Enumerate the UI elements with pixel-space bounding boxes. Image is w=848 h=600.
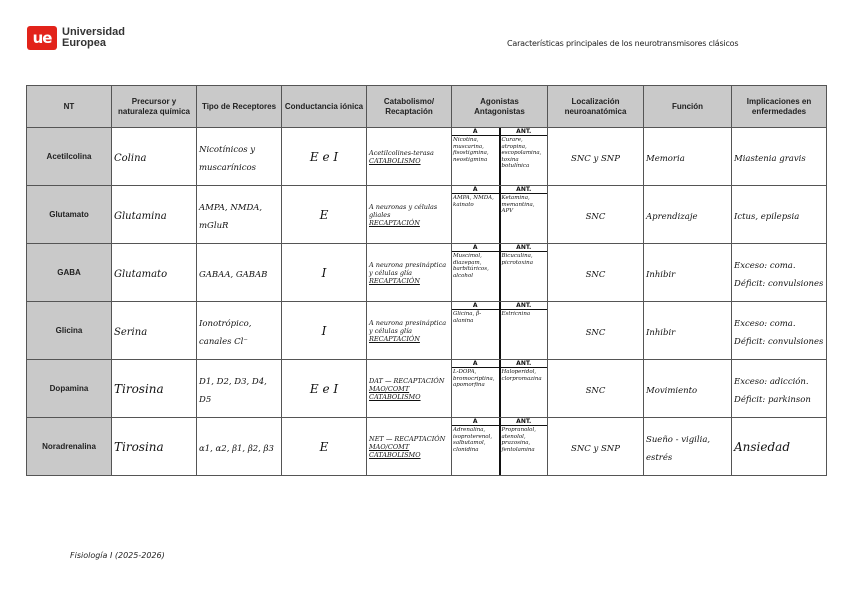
agonist-label: A	[452, 128, 499, 136]
function-text: Memoria	[646, 153, 685, 164]
logo-line-2: Europea	[62, 37, 107, 49]
conductance-text: I	[321, 265, 327, 280]
location-cell	[548, 360, 644, 418]
precursor-cell	[112, 302, 197, 360]
column-header: Implicaciones en enfermedades	[732, 86, 827, 128]
antagonist-label: ANT.	[501, 302, 548, 310]
conductance-text: E	[319, 207, 329, 222]
precursor-cell	[112, 360, 197, 418]
function-text: Inhibir	[646, 327, 676, 338]
precursor-text: Tirosina	[114, 381, 164, 396]
precursor-text: Colina	[114, 152, 147, 164]
function-text: Aprendizaje	[646, 211, 698, 222]
catabolism-text: Acetilcolines-terasa	[369, 148, 434, 157]
table-row	[27, 418, 827, 476]
agonists-text: AMPA, NMDA, kainato	[453, 195, 494, 208]
catabolism-type: MAO/COMT CATABOLISMO	[369, 442, 421, 459]
column-header: Agonistas Antagonistas	[452, 86, 548, 128]
function-cell	[644, 418, 732, 476]
table-row	[27, 186, 827, 244]
receptors-cell	[197, 244, 282, 302]
function-text: Sueño - vigilia, estrés	[646, 434, 711, 463]
neurotransmitter-table	[26, 85, 827, 476]
nt-name-cell: Dopamina	[27, 360, 112, 418]
conductance-text: E e I	[309, 381, 339, 396]
precursor-text: Serina	[114, 326, 148, 338]
table-row	[27, 360, 827, 418]
antagonist-label: ANT.	[501, 186, 548, 194]
antagonist-label: ANT.	[501, 360, 548, 368]
location-cell	[548, 302, 644, 360]
agonists-cell	[452, 186, 548, 244]
receptors-text: AMPA, NMDA, mGluR	[199, 202, 263, 231]
agonists-text: Glicina, β-alanina	[453, 311, 482, 324]
antagonists-text: Propranolol, atenolol, prazosina, fentolamina	[501, 427, 537, 453]
precursor-cell	[112, 418, 197, 476]
agonists-cell	[452, 302, 548, 360]
document-title: Características principales de los neurotransmisores clásicos	[507, 39, 739, 48]
precursor-text: Glutamato	[114, 268, 168, 280]
antagonists-text: Haloperidol, clorpromazina	[501, 369, 542, 382]
column-header: NT	[27, 86, 112, 128]
antagonists-text: Estricnina	[501, 311, 531, 317]
column-header: Precursor y naturaleza química	[112, 86, 197, 128]
precursor-text: Glutamina	[114, 210, 167, 222]
catabolism-cell	[367, 360, 452, 418]
receptors-cell	[197, 360, 282, 418]
implications-cell	[732, 302, 827, 360]
function-text: Inhibir	[646, 269, 676, 280]
logo-wordmark	[62, 27, 125, 49]
location-text: SNC	[585, 211, 606, 222]
antagonist-label: ANT.	[501, 418, 548, 426]
agonists-cell	[452, 128, 548, 186]
conductance-text: I	[321, 323, 327, 338]
agonist-label: A	[452, 302, 499, 310]
footer-course: Fisiología I (2025-2026)	[70, 551, 165, 560]
precursor-text: Tirosina	[114, 439, 164, 454]
receptors-text: D1, D2, D3, D4, D5	[199, 376, 267, 405]
nt-name-cell: GABA	[27, 244, 112, 302]
receptors-cell	[197, 186, 282, 244]
catabolism-text: NET — RECAPTACIÓN	[369, 434, 446, 443]
column-header: Tipo de Receptores	[197, 86, 282, 128]
conductance-cell	[282, 186, 367, 244]
conductance-text: E e I	[309, 149, 339, 164]
implications-text: Ansiedad	[734, 439, 791, 454]
location-cell	[548, 186, 644, 244]
catabolism-cell	[367, 186, 452, 244]
implications-text: Ictus, epilepsia	[734, 211, 800, 222]
agonists-text: Nicotina, muscarina, fisostigmina, neostigmina	[453, 137, 489, 163]
agonist-label: A	[452, 186, 499, 194]
nt-name-cell: Glutamato	[27, 186, 112, 244]
conductance-cell	[282, 244, 367, 302]
catabolism-cell	[367, 418, 452, 476]
function-cell	[644, 186, 732, 244]
agonists-cell	[452, 418, 548, 476]
column-header: Conductancia iónica	[282, 86, 367, 128]
implications-text: Miastenia gravis	[734, 153, 806, 164]
conductance-cell	[282, 360, 367, 418]
catabolism-type: RECAPTACIÓN	[369, 334, 420, 343]
implications-text: Exceso: coma. Déficit: convulsiones	[734, 318, 824, 347]
implications-cell	[732, 418, 827, 476]
function-cell	[644, 360, 732, 418]
catabolism-text: A neuronas y células gliales	[369, 202, 438, 219]
antagonist-label: ANT.	[501, 128, 548, 136]
agonists-cell	[452, 244, 548, 302]
nt-name-cell: Noradrenalina	[27, 418, 112, 476]
table-header-row	[27, 86, 827, 128]
precursor-cell	[112, 244, 197, 302]
implications-text: Exceso: adicción. Déficit: parkinson	[734, 376, 811, 405]
location-text: SNC	[585, 269, 606, 280]
column-header: Catabolismo/ Recaptación	[367, 86, 452, 128]
function-cell	[644, 244, 732, 302]
function-cell	[644, 128, 732, 186]
location-text: SNC	[585, 385, 606, 396]
catabolism-type: CATABOLISMO	[369, 156, 421, 165]
column-header: Localización neuroanatómica	[548, 86, 644, 128]
column-header: Función	[644, 86, 732, 128]
catabolism-type: RECAPTACIÓN	[369, 218, 420, 227]
catabolism-type: RECAPTACIÓN	[369, 276, 420, 285]
nt-name-cell: Acetilcolina	[27, 128, 112, 186]
antagonists-text: Curare, atropina, escopolamina, toxina botulínica	[501, 137, 542, 169]
implications-cell	[732, 244, 827, 302]
catabolism-type: MAO/COMT CATABOLISMO	[369, 384, 421, 401]
logo-line-1: Universidad	[62, 26, 125, 38]
location-cell	[548, 418, 644, 476]
nt-name-cell: Glicina	[27, 302, 112, 360]
agonist-label: A	[452, 244, 499, 252]
catabolism-text: A neurona presináptica y células glía	[369, 260, 447, 277]
agonists-text: L-DOPA, bromocriptina, apomorfina	[453, 369, 495, 388]
implications-cell	[732, 360, 827, 418]
receptors-cell	[197, 418, 282, 476]
precursor-cell	[112, 186, 197, 244]
catabolism-text: DAT — RECAPTACIÓN	[369, 376, 445, 385]
receptors-text: GABAA, GABAB	[199, 269, 268, 280]
table-row	[27, 302, 827, 360]
agonists-text: Muscimol, diazepam, barbitúricos, alcohol	[453, 253, 489, 279]
ue-logo-icon: ue	[27, 26, 57, 50]
catabolism-cell	[367, 244, 452, 302]
catabolism-cell	[367, 128, 452, 186]
conductance-cell	[282, 418, 367, 476]
receptors-cell	[197, 128, 282, 186]
catabolism-cell	[367, 302, 452, 360]
conductance-cell	[282, 302, 367, 360]
antagonists-text: Ketamina, memantina, APV	[501, 195, 535, 214]
university-logo	[27, 26, 125, 50]
catabolism-text: A neurona presináptica y células glía	[369, 318, 447, 335]
location-text: SNC y SNP	[571, 153, 620, 164]
receptors-text: Nicotínicos y muscarínicos	[199, 144, 256, 173]
receptors-text: α1, α2, β1, β2, β3	[199, 443, 274, 454]
conductance-text: E	[319, 439, 329, 454]
table-row	[27, 128, 827, 186]
agonist-label: A	[452, 360, 499, 368]
conductance-cell	[282, 128, 367, 186]
function-cell	[644, 302, 732, 360]
table-row	[27, 244, 827, 302]
location-text: SNC	[585, 327, 606, 338]
location-cell	[548, 244, 644, 302]
implications-cell	[732, 186, 827, 244]
agonist-label: A	[452, 418, 499, 426]
location-cell	[548, 128, 644, 186]
location-text: SNC y SNP	[571, 443, 620, 454]
receptors-cell	[197, 302, 282, 360]
implications-cell	[732, 128, 827, 186]
function-text: Movimiento	[646, 385, 698, 396]
agonists-text: Adrenalina, isoproterenol, salbutamol, clonidina	[453, 427, 493, 453]
agonists-cell	[452, 360, 548, 418]
antagonist-label: ANT.	[501, 244, 548, 252]
antagonists-text: Bicuculina, picrotoxina	[501, 253, 534, 266]
implications-text: Exceso: coma. Déficit: convulsiones	[734, 260, 824, 289]
precursor-cell	[112, 128, 197, 186]
receptors-text: Ionotrópico, canales Cl⁻	[199, 318, 252, 347]
